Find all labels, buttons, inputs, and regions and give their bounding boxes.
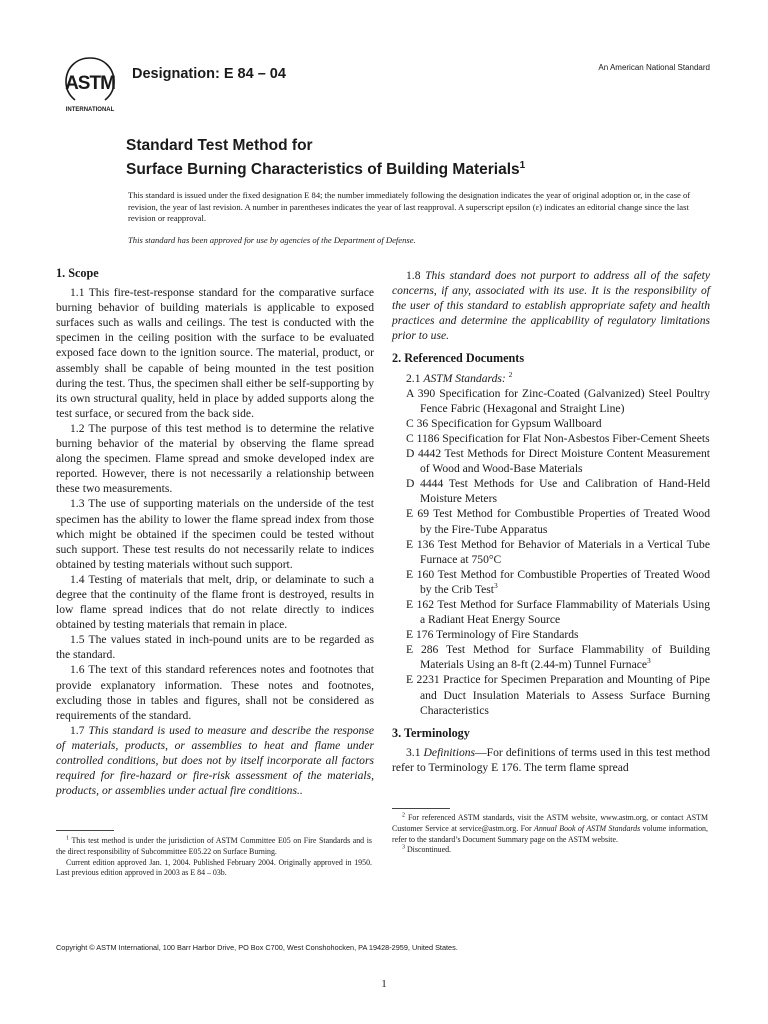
footnotes-right (392, 813, 708, 856)
ref-e160: E 160 Test Method for Combustible Properties of Treated Wood by the Crib Test$^3$ (406, 567, 710, 596)
ref-d4442: D 4442 Test Methods for Direct Moisture Content Measurement of Wood and Wood-Base Materials (406, 447, 710, 476)
ref-e176: E 176 Terminology of Fire Standards (406, 628, 579, 642)
scope-1-7: 1.7 This standard is used to measure and describe the response of materials, products, or assemblies to heat and flame under controlled conditions, but does not by itself incorporate all factors required for fire-hazard or fire-risk assessment of the materials, products, or assemblies under actual fire conditions.. (56, 723, 374, 798)
page-number: 1 (381, 978, 387, 990)
document-title (126, 136, 525, 180)
scope-1-6: 1.6 The text of this standard references notes and footnotes that provide explanatory information. These notes and footnotes, excluding those in tables and figures, shall not be considered as requirements of the standard. (56, 663, 374, 722)
left-column (56, 266, 374, 798)
ref-e286: E 286 Test Method for Surface Flammability of Building Materials Using an 8-ft (2.44-m) Tunnel Furnace$^3$ (406, 643, 710, 672)
copyright-notice: Copyright © ASTM International, 100 Barr Harbor Drive, PO Box C700, West Conshohocken, PA 19428-2959, United States. (56, 943, 458, 952)
ref-e162: E 162 Test Method for Surface Flammability of Materials Using a Radiant Heat Energy Source (406, 597, 710, 627)
ref-c1186: C 1186 Specification for Flat Non-Asbestos Fiber-Cement Sheets (406, 431, 710, 445)
footnote-3: $^3$ Discontinued. (402, 844, 452, 855)
svg-text:ASTM: ASTM (65, 73, 115, 94)
standard-type-label: An American National Standard (598, 63, 710, 72)
ref-c36: C 36 Specification for Gypsum Wallboard (406, 416, 602, 430)
footnote-1: $^1$ This test method is under the jurisdiction of ASTM Committee E05 on Fire Standards and is the direct responsibility of Subcommittee E05.22 on Surface Burning. (56, 835, 372, 856)
footnote-1-edition: Current edition approved Jan. 1, 2004. Published February 2004. Originally approved in 1950. Last previous edition approved in 2003 as E 84 – 03b. (56, 857, 372, 878)
intro-paragraph: This standard is issued under the fixed designation E 84; the number immediately following the designation indicates the year of original adoption or, in the case of revision, the year of last revision. A number in parentheses indicates the year of last reapproval. A superscript epsilon (ε) indicates an editorial change since the last revision or reapproval. (128, 190, 691, 223)
scope-1-8: 1.8 This standard does not purport to address all of the safety concerns, if any, associated with its use. It is the responsibility of the user of this standard to establish appropriate safety and health practices and determine the applicability of regulatory limitations prior to use. (392, 269, 710, 343)
title-line-1: Standard Test Method for (126, 137, 313, 154)
ref-e2231: E 2231 Practice for Specimen Preparation and Mounting of Pipe and Duct Insulation Materials to Assess Surface Burning Characteristics (406, 673, 710, 717)
scope-heading: 1. Scope (56, 266, 99, 280)
terminology-heading: 3. Terminology (392, 725, 470, 740)
right-column (392, 269, 710, 775)
scope-1-4: 1.4 Testing of materials that melt, drip, or delaminate to such a degree that the continuity of the flame front is destroyed, results in low flame spread indices that do not relate directly to indices obtained by testing materials that remain in place. (56, 572, 374, 632)
designation: Designation: E 84 – 04 (132, 66, 286, 82)
scope-1-5: 1.5 The values stated in inch-pound units are to be regarded as the standard. (56, 633, 374, 662)
footnotes-left (56, 836, 372, 879)
ref-a390: A 390 Specification for Zinc-Coated (Galvanized) Steel Poultry Fence Fabric (Hexagonal and Straight Line) (406, 386, 710, 415)
scope-1-2: 1.2 The purpose of this test method is to determine the relative burning behavior of the material by observing the flame spread along the specimen. Flame spread and smoke developed index are reported. However, there is not necessarily a relationship between these two measurements. (56, 421, 374, 496)
svg-text:INTERNATIONAL: INTERNATIONAL (65, 107, 115, 113)
ref-e136: E 136 Test Method for Behavior of Materials in a Vertical Tube Furnace at 750°C (406, 537, 710, 566)
astm-standards-subheading: 2.1 ASTM Standards: $^2$ (406, 369, 513, 385)
ref-d4444: D 4444 Test Methods for Use and Calibration of Hand-Held Moisture Meters (406, 477, 710, 506)
footnote-2: $^2$ For referenced ASTM standards, visit the ASTM website, www.astm.org, or contact ASTM Customer Service at service@astm.org. For Annual Book of ASTM Standards volume information, refer to the standard’s Document Summary page on the ASTM website. (392, 812, 708, 844)
footnote-rule-left (56, 830, 114, 831)
terminology-3-1: 3.1 Definitions—For definitions of terms used in this test method refer to Terminology E 176. The term flame spread (392, 745, 710, 774)
astm-logo (58, 56, 122, 114)
scope-1-1: 1.1 This fire-test-response standard for the comparative surface burning behavior of building materials is applicable to exposed surfaces such as walls and ceilings. The test is conducted with the specimen in the ceiling position with the surface to be evaluated exposed face down to the ignition source. The material, product, or assembly shall be capable of being mounted in the test position during the test. Thus, the specimen shall either be self-supporting by its own structural quality, held in place by added supports along the test surface, or secured from the back side. (56, 286, 374, 420)
footnote-rule-right (392, 808, 450, 809)
referenced-documents-heading: 2. Referenced Documents (392, 351, 525, 366)
title-line-2: Surface Burning Characteristics of Building Materials$^1$ (126, 160, 526, 179)
scope-1-3: 1.3 The use of supporting materials on the underside of the test specimen has the ability to lower the flame spread index from those which might be obtained if the specimen could be tested without such support. These test results do not necessarily relate to indices obtained by testing materials without such support. (56, 497, 374, 571)
ref-e69: E 69 Test Method for Combustible Properties of Treated Wood by the Fire-Tube Apparatus (406, 507, 710, 536)
dod-notice: This standard has been approved for use by agencies of the Department of Defense. (128, 234, 416, 245)
standard-intro (128, 190, 712, 246)
